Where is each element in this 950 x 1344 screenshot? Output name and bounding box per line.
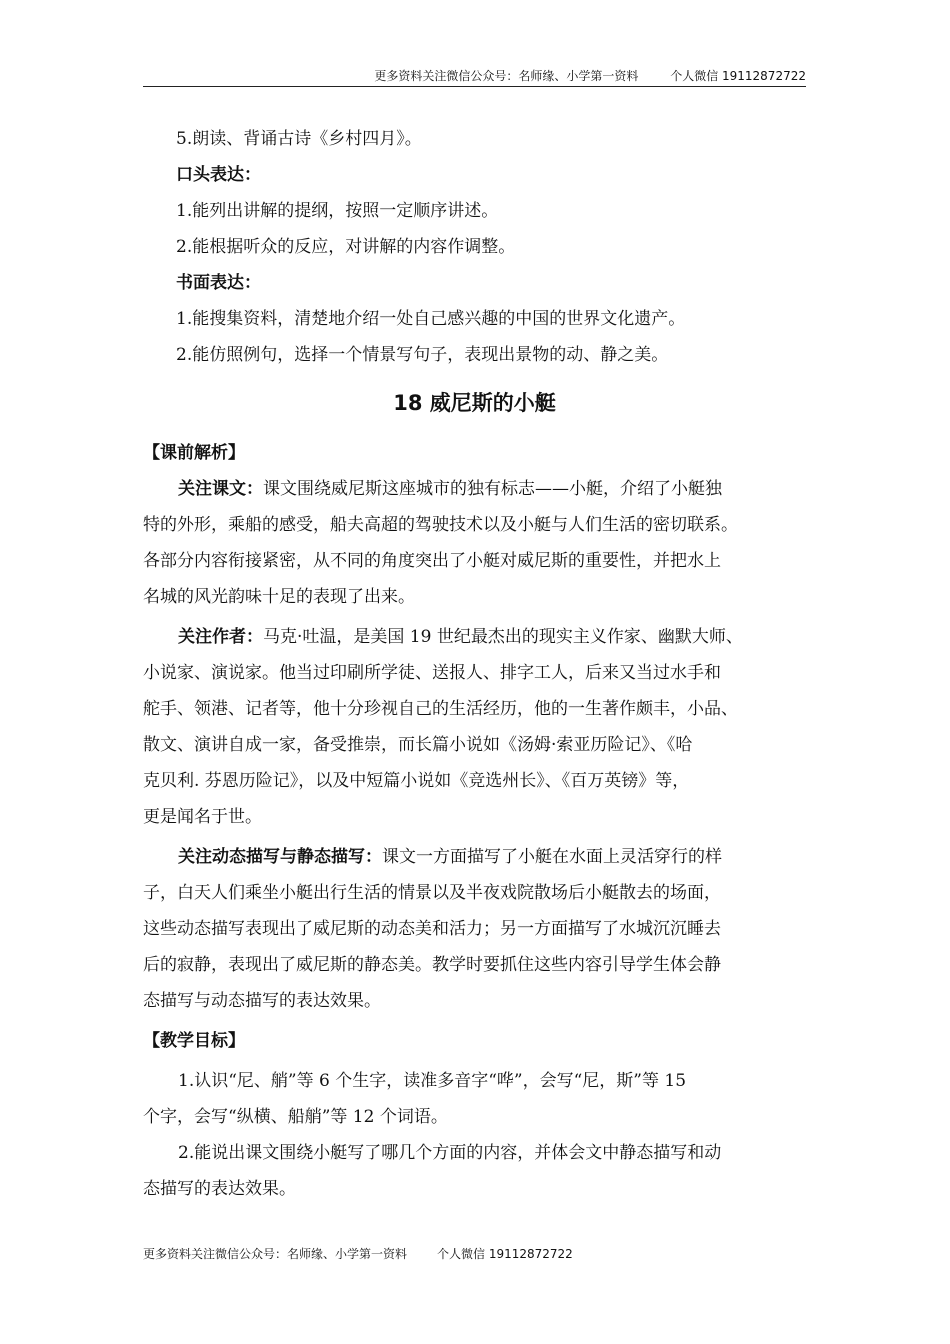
header-wechat: 个人微信 19112872722 (670, 69, 806, 83)
objective-line-2: 2.能说出课文围绕小艇写了哪几个方面的内容，并体会文中静态描写和动 (178, 1143, 722, 1163)
objective-line-1: 个字，会写“纵横、船艄”等 12 个词语。 (143, 1107, 448, 1127)
header-text: 更多资料关注微信公众号：名师缘、小学第一资料 (374, 69, 639, 83)
author-line-2: 舵手、领港、记者等，他十分珍视自己的生活经历，他的一生著作颇丰，小品、 (143, 699, 738, 719)
analysis-heading: 【课前解析】 (143, 443, 245, 463)
footer-wechat: 个人微信 19112872722 (437, 1247, 573, 1261)
oral-item-1: 1.能列出讲解的提纲，按照一定顺序讲述。 (176, 201, 499, 221)
author-line-5: 更是闻名于世。 (143, 807, 262, 827)
objective-line-0: 1.认识“尼、艄”等 6 个生字，读准多音字“哗”，会写“尼，斯”等 15 (178, 1071, 687, 1091)
objectives-heading: 【教学目标】 (143, 1031, 245, 1051)
author-para (178, 625, 841, 649)
author-line-1: 小说家、演说家。他当过印刷所学徒、送报人、排字工人，后来又当过水手和 (143, 663, 721, 683)
objective-line-3: 态描写的表达效果。 (143, 1179, 296, 1199)
text-label: 关注课文： (178, 479, 263, 499)
oral-item-2: 2.能根据听众的反应，对讲解的内容作调整。 (176, 237, 516, 257)
desc-label: 关注动态描写与静态描写： (178, 847, 382, 867)
desc-para (178, 845, 841, 869)
written-item-2: 2.能仿照例句，选择一个情景写句子，表现出景物的动、静之美。 (176, 345, 669, 365)
oral-heading: 口头表达： (176, 165, 261, 185)
author-label: 关注作者： (178, 627, 263, 647)
text-line-2: 各部分内容衔接紧密，从不同的角度突出了小艇对威尼斯的重要性，并把水上 (143, 551, 721, 571)
analysis-text-para (178, 477, 841, 501)
footer-text: 更多资料关注微信公众号：名师缘、小学第一资料 (143, 1247, 408, 1261)
page-footer (143, 1245, 806, 1263)
desc-line-2: 这些动态描写表现出了威尼斯的动态美和活力；另一方面描写了水城沉沉睡去 (143, 919, 721, 939)
page-header (143, 66, 806, 87)
written-heading: 书面表达： (176, 273, 261, 293)
author-line-3: 散文、演讲自成一家，备受推崇，而长篇小说如《汤姆·索亚历险记》、《哈 (143, 735, 693, 755)
author-line-0: 马克·吐温，是美国 19 世纪最杰出的现实主义作家、幽默大师、 (263, 627, 743, 647)
lesson-title: 18 威尼斯的小艇 (393, 391, 556, 415)
desc-line-1: 子，白天人们乘坐小艇出行生活的情景以及半夜戏院散场后小艇散去的场面， (143, 883, 721, 903)
text-line-1: 特的外形，乘船的感受，船夫高超的驾驶技术以及小艇与人们生活的密切联系。 (143, 515, 738, 535)
written-item-1: 1.能搜集资料，清楚地介绍一处自己感兴趣的中国的世界文化遗产。 (176, 309, 686, 329)
desc-line-0: 课文一方面描写了小艇在水面上灵活穿行的样 (382, 847, 722, 867)
goal-item-5: 5.朗读、背诵古诗《乡村四月》。 (176, 129, 422, 149)
desc-line-3: 后的寂静，表现出了威尼斯的静态美。教学时要抓住这些内容引导学生体会静 (143, 955, 721, 975)
text-line-3: 名城的风光韵味十足的表现了出来。 (143, 587, 415, 607)
text-line-0: 课文围绕威尼斯这座城市的独有标志——小艇，介绍了小艇独 (263, 479, 722, 499)
desc-line-4: 态描写与动态描写的表达效果。 (143, 991, 381, 1011)
author-line-4: 克贝利. 芬恩历险记》，以及中短篇小说如《竞选州长》、《百万英镑》等， (143, 771, 690, 791)
